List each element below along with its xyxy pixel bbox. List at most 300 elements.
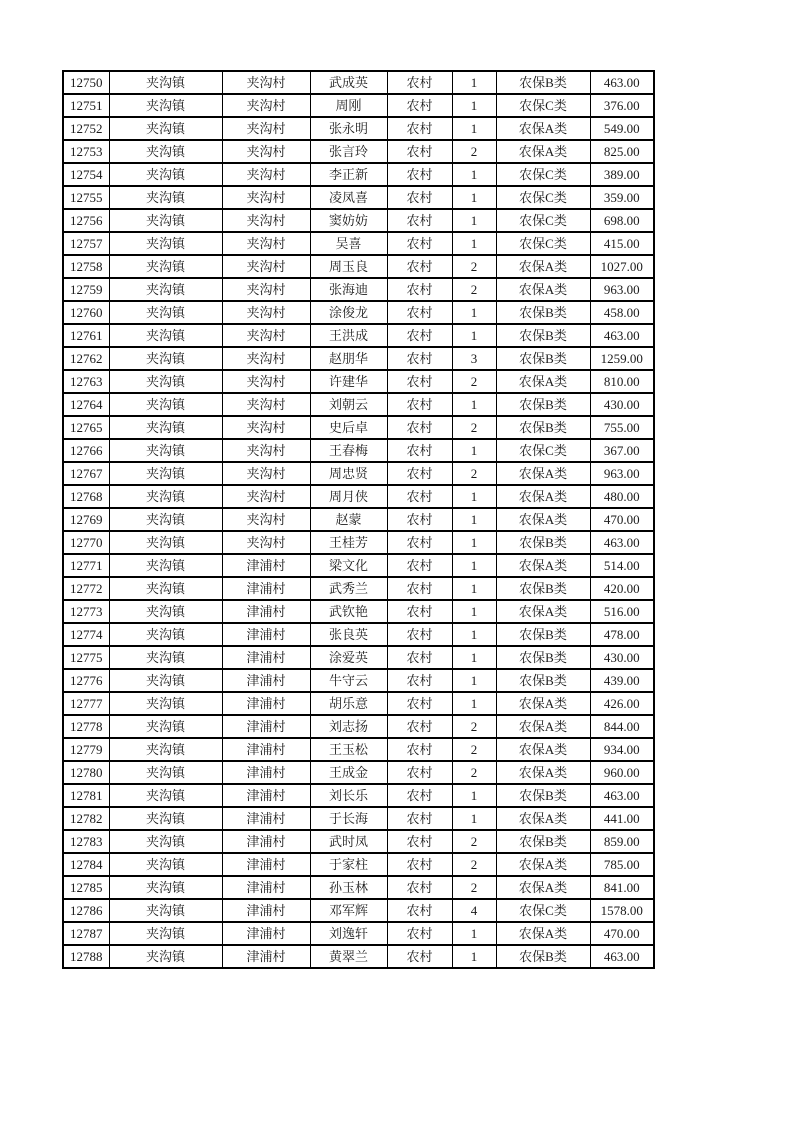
cell-id: 12782 (63, 807, 109, 830)
cell-town: 夹沟镇 (109, 209, 222, 232)
cell-category: 农保A类 (496, 462, 590, 485)
records-table-body (63, 71, 654, 968)
cell-category: 农保B类 (496, 577, 590, 600)
table-row (63, 140, 654, 163)
cell-id: 12751 (63, 94, 109, 117)
cell-town: 夹沟镇 (109, 715, 222, 738)
cell-village: 津浦村 (222, 738, 310, 761)
cell-amount: 963.00 (590, 278, 654, 301)
cell-town: 夹沟镇 (109, 186, 222, 209)
cell-village: 夹沟村 (222, 186, 310, 209)
cell-residence: 农村 (387, 554, 452, 577)
cell-village: 夹沟村 (222, 485, 310, 508)
table-row (63, 209, 654, 232)
cell-name: 赵朋华 (310, 347, 387, 370)
table-row (63, 623, 654, 646)
cell-amount: 480.00 (590, 485, 654, 508)
cell-residence: 农村 (387, 163, 452, 186)
cell-residence: 农村 (387, 761, 452, 784)
cell-town: 夹沟镇 (109, 899, 222, 922)
cell-village: 夹沟村 (222, 370, 310, 393)
cell-town: 夹沟镇 (109, 163, 222, 186)
cell-amount: 1259.00 (590, 347, 654, 370)
cell-name: 张良英 (310, 623, 387, 646)
cell-category: 农保A类 (496, 508, 590, 531)
cell-id: 12770 (63, 531, 109, 554)
cell-town: 夹沟镇 (109, 738, 222, 761)
cell-id: 12777 (63, 692, 109, 715)
table-row (63, 485, 654, 508)
cell-name: 邓军辉 (310, 899, 387, 922)
cell-category: 农保B类 (496, 531, 590, 554)
cell-id: 12778 (63, 715, 109, 738)
cell-amount: 463.00 (590, 945, 654, 968)
cell-amount: 1027.00 (590, 255, 654, 278)
cell-name: 史后卓 (310, 416, 387, 439)
cell-amount: 934.00 (590, 738, 654, 761)
cell-amount: 430.00 (590, 646, 654, 669)
cell-amount: 389.00 (590, 163, 654, 186)
cell-town: 夹沟镇 (109, 117, 222, 140)
cell-village: 夹沟村 (222, 462, 310, 485)
cell-id: 12771 (63, 554, 109, 577)
cell-village: 夹沟村 (222, 140, 310, 163)
cell-residence: 农村 (387, 531, 452, 554)
cell-category: 农保A类 (496, 370, 590, 393)
cell-id: 12768 (63, 485, 109, 508)
cell-village: 夹沟村 (222, 508, 310, 531)
cell-id: 12788 (63, 945, 109, 968)
table-row (63, 508, 654, 531)
cell-amount: 844.00 (590, 715, 654, 738)
cell-village: 津浦村 (222, 922, 310, 945)
cell-count: 1 (452, 232, 496, 255)
cell-amount: 463.00 (590, 531, 654, 554)
cell-village: 津浦村 (222, 876, 310, 899)
cell-residence: 农村 (387, 416, 452, 439)
cell-residence: 农村 (387, 347, 452, 370)
cell-count: 1 (452, 163, 496, 186)
table-row (63, 876, 654, 899)
cell-name: 张言玲 (310, 140, 387, 163)
cell-id: 12760 (63, 301, 109, 324)
cell-count: 1 (452, 324, 496, 347)
cell-category: 农保C类 (496, 163, 590, 186)
cell-count: 1 (452, 922, 496, 945)
cell-count: 2 (452, 715, 496, 738)
cell-count: 2 (452, 876, 496, 899)
cell-amount: 420.00 (590, 577, 654, 600)
cell-town: 夹沟镇 (109, 347, 222, 370)
cell-category: 农保C类 (496, 439, 590, 462)
cell-count: 1 (452, 508, 496, 531)
table-row (63, 439, 654, 462)
cell-village: 夹沟村 (222, 255, 310, 278)
cell-residence: 农村 (387, 255, 452, 278)
cell-count: 1 (452, 209, 496, 232)
cell-residence: 农村 (387, 370, 452, 393)
cell-village: 津浦村 (222, 945, 310, 968)
cell-name: 王玉松 (310, 738, 387, 761)
table-row (63, 922, 654, 945)
cell-town: 夹沟镇 (109, 600, 222, 623)
cell-category: 农保A类 (496, 554, 590, 577)
cell-name: 刘长乐 (310, 784, 387, 807)
cell-amount: 376.00 (590, 94, 654, 117)
cell-category: 农保B类 (496, 301, 590, 324)
cell-category: 农保C类 (496, 209, 590, 232)
cell-town: 夹沟镇 (109, 554, 222, 577)
table-row (63, 393, 654, 416)
cell-town: 夹沟镇 (109, 439, 222, 462)
cell-village: 津浦村 (222, 623, 310, 646)
cell-count: 2 (452, 761, 496, 784)
cell-name: 刘逸轩 (310, 922, 387, 945)
cell-count: 2 (452, 370, 496, 393)
cell-town: 夹沟镇 (109, 922, 222, 945)
cell-village: 夹沟村 (222, 439, 310, 462)
cell-id: 12752 (63, 117, 109, 140)
cell-id: 12772 (63, 577, 109, 600)
cell-count: 1 (452, 623, 496, 646)
cell-category: 农保A类 (496, 485, 590, 508)
cell-count: 1 (452, 71, 496, 94)
cell-count: 2 (452, 278, 496, 301)
cell-count: 1 (452, 807, 496, 830)
cell-residence: 农村 (387, 209, 452, 232)
cell-town: 夹沟镇 (109, 94, 222, 117)
cell-name: 梁文化 (310, 554, 387, 577)
cell-amount: 478.00 (590, 623, 654, 646)
cell-amount: 549.00 (590, 117, 654, 140)
cell-category: 农保A类 (496, 876, 590, 899)
cell-residence: 农村 (387, 186, 452, 209)
cell-amount: 963.00 (590, 462, 654, 485)
cell-id: 12762 (63, 347, 109, 370)
cell-amount: 439.00 (590, 669, 654, 692)
cell-residence: 农村 (387, 71, 452, 94)
cell-residence: 农村 (387, 232, 452, 255)
cell-village: 夹沟村 (222, 531, 310, 554)
cell-name: 李正新 (310, 163, 387, 186)
table-row (63, 255, 654, 278)
cell-amount: 367.00 (590, 439, 654, 462)
cell-count: 1 (452, 531, 496, 554)
table-row (63, 830, 654, 853)
cell-category: 农保A类 (496, 738, 590, 761)
cell-id: 12781 (63, 784, 109, 807)
cell-count: 1 (452, 554, 496, 577)
cell-id: 12750 (63, 71, 109, 94)
cell-id: 12763 (63, 370, 109, 393)
table-row (63, 232, 654, 255)
cell-name: 王桂芳 (310, 531, 387, 554)
cell-town: 夹沟镇 (109, 784, 222, 807)
cell-residence: 农村 (387, 784, 452, 807)
cell-id: 12755 (63, 186, 109, 209)
cell-count: 2 (452, 462, 496, 485)
cell-residence: 农村 (387, 462, 452, 485)
cell-count: 1 (452, 577, 496, 600)
table-row (63, 117, 654, 140)
cell-name: 许建华 (310, 370, 387, 393)
cell-count: 1 (452, 393, 496, 416)
cell-name: 周月侠 (310, 485, 387, 508)
cell-residence: 农村 (387, 278, 452, 301)
cell-town: 夹沟镇 (109, 301, 222, 324)
cell-count: 1 (452, 646, 496, 669)
cell-town: 夹沟镇 (109, 577, 222, 600)
table-row (63, 370, 654, 393)
cell-category: 农保A类 (496, 600, 590, 623)
table-row (63, 600, 654, 623)
cell-town: 夹沟镇 (109, 830, 222, 853)
cell-category: 农保A类 (496, 922, 590, 945)
cell-id: 12753 (63, 140, 109, 163)
cell-village: 津浦村 (222, 577, 310, 600)
cell-category: 农保B类 (496, 324, 590, 347)
cell-residence: 农村 (387, 140, 452, 163)
cell-town: 夹沟镇 (109, 140, 222, 163)
cell-amount: 470.00 (590, 508, 654, 531)
cell-town: 夹沟镇 (109, 531, 222, 554)
cell-id: 12769 (63, 508, 109, 531)
cell-id: 12784 (63, 853, 109, 876)
cell-residence: 农村 (387, 324, 452, 347)
cell-id: 12764 (63, 393, 109, 416)
cell-category: 农保B类 (496, 646, 590, 669)
cell-residence: 农村 (387, 577, 452, 600)
cell-name: 黄翠兰 (310, 945, 387, 968)
cell-count: 1 (452, 117, 496, 140)
cell-amount: 463.00 (590, 784, 654, 807)
table-row (63, 646, 654, 669)
cell-residence: 农村 (387, 623, 452, 646)
cell-town: 夹沟镇 (109, 324, 222, 347)
cell-id: 12774 (63, 623, 109, 646)
cell-town: 夹沟镇 (109, 71, 222, 94)
cell-amount: 785.00 (590, 853, 654, 876)
cell-name: 武时凤 (310, 830, 387, 853)
cell-town: 夹沟镇 (109, 485, 222, 508)
cell-name: 周刚 (310, 94, 387, 117)
table-row (63, 301, 654, 324)
cell-category: 农保B类 (496, 623, 590, 646)
cell-residence: 农村 (387, 738, 452, 761)
cell-amount: 810.00 (590, 370, 654, 393)
cell-name: 张海迪 (310, 278, 387, 301)
cell-town: 夹沟镇 (109, 692, 222, 715)
cell-name: 王春梅 (310, 439, 387, 462)
cell-name: 凌凤喜 (310, 186, 387, 209)
cell-id: 12767 (63, 462, 109, 485)
cell-id: 12775 (63, 646, 109, 669)
cell-town: 夹沟镇 (109, 508, 222, 531)
cell-count: 1 (452, 692, 496, 715)
table-row (63, 899, 654, 922)
cell-amount: 841.00 (590, 876, 654, 899)
cell-name: 于长海 (310, 807, 387, 830)
cell-town: 夹沟镇 (109, 646, 222, 669)
cell-residence: 农村 (387, 485, 452, 508)
cell-id: 12761 (63, 324, 109, 347)
cell-village: 津浦村 (222, 784, 310, 807)
cell-category: 农保B类 (496, 830, 590, 853)
cell-residence: 农村 (387, 807, 452, 830)
cell-town: 夹沟镇 (109, 255, 222, 278)
cell-amount: 755.00 (590, 416, 654, 439)
cell-category: 农保A类 (496, 853, 590, 876)
cell-id: 12780 (63, 761, 109, 784)
cell-village: 夹沟村 (222, 347, 310, 370)
cell-count: 2 (452, 416, 496, 439)
cell-residence: 农村 (387, 94, 452, 117)
cell-amount: 516.00 (590, 600, 654, 623)
table-row (63, 738, 654, 761)
cell-village: 夹沟村 (222, 117, 310, 140)
cell-residence: 农村 (387, 646, 452, 669)
table-row (63, 462, 654, 485)
cell-amount: 463.00 (590, 324, 654, 347)
cell-amount: 430.00 (590, 393, 654, 416)
cell-count: 2 (452, 830, 496, 853)
cell-residence: 农村 (387, 301, 452, 324)
cell-village: 津浦村 (222, 807, 310, 830)
cell-name: 张永明 (310, 117, 387, 140)
cell-count: 1 (452, 485, 496, 508)
cell-category: 农保B类 (496, 393, 590, 416)
cell-residence: 农村 (387, 830, 452, 853)
table-row (63, 186, 654, 209)
cell-name: 牛守云 (310, 669, 387, 692)
cell-category: 农保A类 (496, 715, 590, 738)
cell-village: 津浦村 (222, 761, 310, 784)
cell-count: 2 (452, 140, 496, 163)
table-row (63, 554, 654, 577)
cell-village: 夹沟村 (222, 278, 310, 301)
cell-residence: 农村 (387, 853, 452, 876)
cell-amount: 514.00 (590, 554, 654, 577)
cell-count: 1 (452, 600, 496, 623)
cell-amount: 458.00 (590, 301, 654, 324)
table-row (63, 278, 654, 301)
cell-id: 12757 (63, 232, 109, 255)
cell-town: 夹沟镇 (109, 623, 222, 646)
cell-count: 1 (452, 784, 496, 807)
cell-town: 夹沟镇 (109, 807, 222, 830)
table-row (63, 669, 654, 692)
cell-village: 夹沟村 (222, 71, 310, 94)
table-row (63, 71, 654, 94)
cell-name: 武成英 (310, 71, 387, 94)
cell-town: 夹沟镇 (109, 370, 222, 393)
cell-amount: 859.00 (590, 830, 654, 853)
cell-id: 12776 (63, 669, 109, 692)
cell-name: 王成金 (310, 761, 387, 784)
cell-category: 农保A类 (496, 117, 590, 140)
table-row (63, 347, 654, 370)
table-row (63, 416, 654, 439)
cell-id: 12773 (63, 600, 109, 623)
cell-amount: 825.00 (590, 140, 654, 163)
cell-amount: 698.00 (590, 209, 654, 232)
cell-id: 12783 (63, 830, 109, 853)
table-row (63, 324, 654, 347)
cell-category: 农保C类 (496, 186, 590, 209)
cell-name: 涂爱英 (310, 646, 387, 669)
cell-category: 农保C类 (496, 94, 590, 117)
cell-village: 夹沟村 (222, 324, 310, 347)
cell-category: 农保B类 (496, 784, 590, 807)
cell-id: 12758 (63, 255, 109, 278)
cell-category: 农保A类 (496, 255, 590, 278)
cell-amount: 1578.00 (590, 899, 654, 922)
cell-town: 夹沟镇 (109, 393, 222, 416)
cell-count: 2 (452, 853, 496, 876)
table-row (63, 715, 654, 738)
cell-category: 农保A类 (496, 761, 590, 784)
cell-town: 夹沟镇 (109, 462, 222, 485)
cell-town: 夹沟镇 (109, 761, 222, 784)
cell-id: 12759 (63, 278, 109, 301)
cell-id: 12756 (63, 209, 109, 232)
cell-residence: 农村 (387, 692, 452, 715)
cell-village: 津浦村 (222, 600, 310, 623)
cell-category: 农保B类 (496, 945, 590, 968)
cell-amount: 960.00 (590, 761, 654, 784)
cell-category: 农保B类 (496, 669, 590, 692)
cell-category: 农保B类 (496, 347, 590, 370)
cell-id: 12766 (63, 439, 109, 462)
cell-amount: 359.00 (590, 186, 654, 209)
cell-residence: 农村 (387, 715, 452, 738)
cell-name: 刘志扬 (310, 715, 387, 738)
cell-residence: 农村 (387, 600, 452, 623)
cell-residence: 农村 (387, 922, 452, 945)
cell-count: 1 (452, 301, 496, 324)
cell-village: 夹沟村 (222, 163, 310, 186)
cell-name: 赵蒙 (310, 508, 387, 531)
cell-name: 武秀兰 (310, 577, 387, 600)
cell-village: 津浦村 (222, 669, 310, 692)
cell-town: 夹沟镇 (109, 416, 222, 439)
cell-category: 农保B类 (496, 71, 590, 94)
cell-town: 夹沟镇 (109, 278, 222, 301)
cell-category: 农保A类 (496, 140, 590, 163)
cell-residence: 农村 (387, 899, 452, 922)
table-row (63, 807, 654, 830)
cell-category: 农保A类 (496, 807, 590, 830)
cell-id: 12754 (63, 163, 109, 186)
cell-town: 夹沟镇 (109, 669, 222, 692)
cell-count: 1 (452, 945, 496, 968)
cell-amount: 470.00 (590, 922, 654, 945)
cell-count: 1 (452, 94, 496, 117)
cell-town: 夹沟镇 (109, 232, 222, 255)
cell-amount: 441.00 (590, 807, 654, 830)
cell-town: 夹沟镇 (109, 853, 222, 876)
cell-name: 武钦艳 (310, 600, 387, 623)
cell-id: 12786 (63, 899, 109, 922)
cell-count: 2 (452, 738, 496, 761)
cell-residence: 农村 (387, 669, 452, 692)
records-table (62, 70, 655, 969)
cell-village: 津浦村 (222, 646, 310, 669)
cell-name: 周忠贤 (310, 462, 387, 485)
cell-residence: 农村 (387, 508, 452, 531)
cell-name: 王洪成 (310, 324, 387, 347)
cell-count: 1 (452, 186, 496, 209)
